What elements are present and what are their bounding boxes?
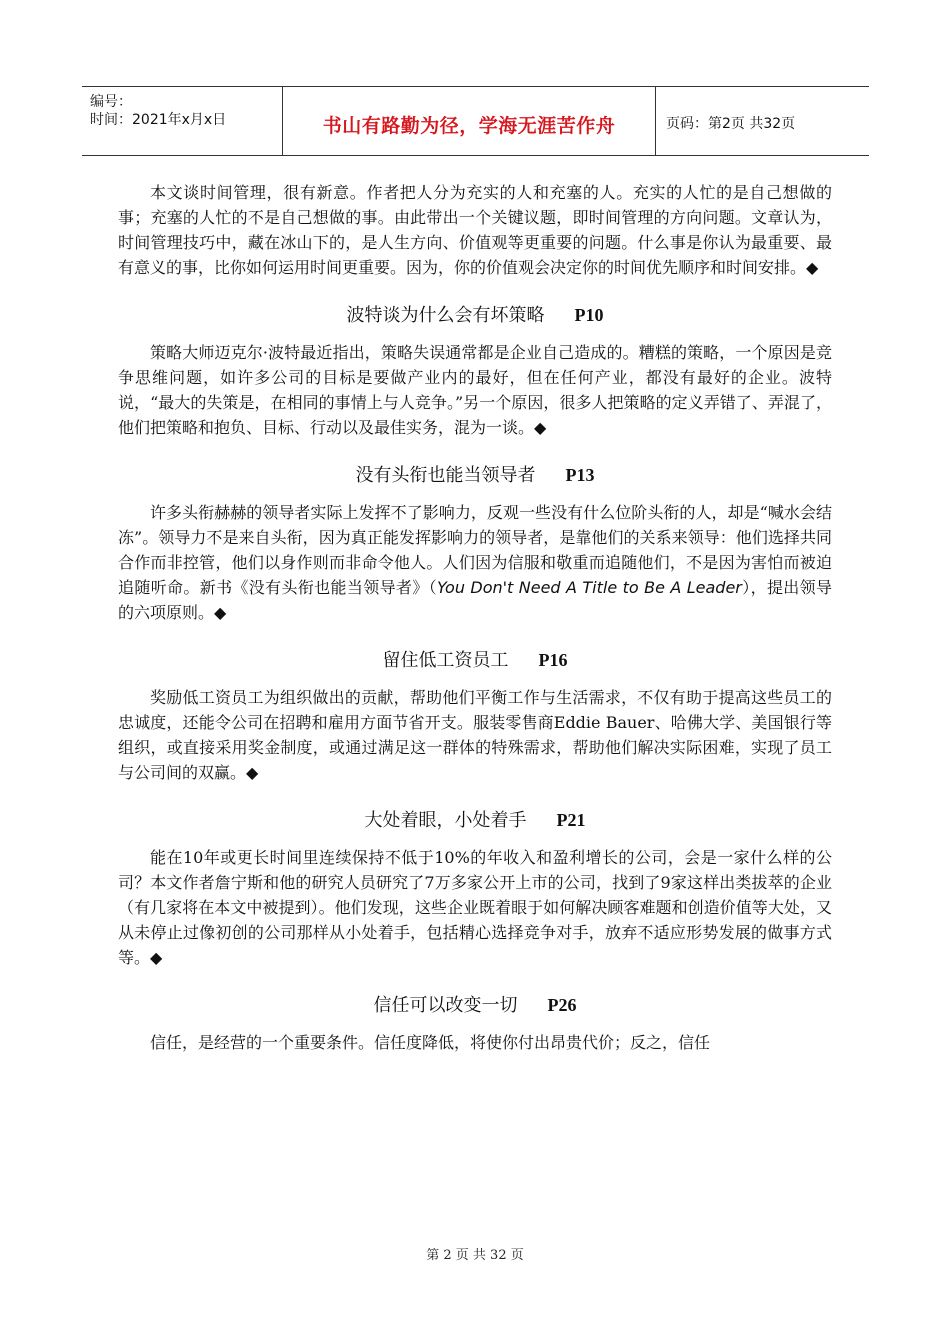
paragraph-text: ），提出领导的六项原则。◆ bbox=[118, 578, 832, 622]
header-motto-cell bbox=[283, 87, 656, 155]
section-page-ref: P16 bbox=[538, 650, 568, 670]
section-page-ref: P10 bbox=[574, 305, 604, 325]
section-paragraph: 奖励低工资员工为组织做出的贡献，帮助他们平衡工作与生活需求，不仅有助于提高这些员工的忠诚度，还能令公司在招聘和雇用方面节省开支。服装零售商Eddie Bauer、哈佛大学、美国银行等组织，或直接采用奖金制度，或通过满足这一群体的特殊需求，帮助他们解决实际困难，实现了员工与公司间的双赢。◆ bbox=[118, 688, 832, 782]
page-header bbox=[82, 86, 869, 156]
section-heading bbox=[118, 970, 832, 1030]
section-heading bbox=[118, 440, 832, 500]
section-heading bbox=[118, 625, 832, 685]
book-title-english: You Don't Need A Title to Be A Leader bbox=[437, 578, 742, 597]
section-paragraph bbox=[118, 500, 832, 625]
section-heading bbox=[118, 785, 832, 845]
section-paragraph: 能在10年或更长时间里连续保持不低于10%的年收入和盈利增长的公司，会是一家什么样的公司？本文作者詹宁斯和他的研究人员研究了7万多家公开上市的公司，找到了9家这样出类拔萃的企业（有几家将在本文中被提到）。他们发现，这些企业既着眼于如何解决顾客难题和创造价值等大处，又从未停止过像初创的公司那样从小处着手，包括精心选择竞争对手，放弃不适应形势发展的做事方式等。◆ bbox=[118, 848, 832, 967]
section-title: 大处着眼，小处着手 bbox=[364, 810, 527, 831]
document-date-label: 时间：2021年x月x日 bbox=[90, 112, 227, 128]
section-title: 留住低工资员工 bbox=[382, 650, 509, 671]
intro-paragraph: 本文谈时间管理，很有新意。作者把人分为充实的人和充塞的人。充实的人忙的是自己想做的事；充塞的人忙的不是自己想做的事。由此带出一个关键议题，即时间管理的方向问题。文章认为，时间管理技巧中，藏在冰山下的，是人生方向、价值观等更重要的问题。什么事是你认为最重要、最有意义的事，比你如何运用时间更重要。因为，你的价值观会决定你的时间优先顺序和时间安排。◆ bbox=[118, 183, 832, 277]
header-page-cell bbox=[656, 87, 869, 155]
section-title: 没有头衔也能当领导者 bbox=[355, 465, 536, 486]
section-page-ref: P13 bbox=[565, 465, 595, 485]
section-title: 信任可以改变一切 bbox=[373, 995, 518, 1016]
header-page-info: 页码：第2页 共32页 bbox=[666, 116, 796, 132]
section-page-ref: P21 bbox=[556, 810, 586, 830]
section-page-ref: P26 bbox=[547, 995, 577, 1015]
paragraph-text: 许多头衔赫赫的领导者实际上发挥不了影响力，反观一些没有什么位阶头衔的人，却是“喊水会结冻”。领导力不是来自头衔，因为真正能发挥影响力的领导者，是靠他们的关系来领导：他们选择共同合作而非控管，他们以身作则而非命令他人。人们因为信服和敬重而追随他们，不是因为害怕而被迫追随听命。新书《没有头衔也能当领导者》（ bbox=[118, 503, 832, 597]
section-paragraph: 策略大师迈克尔·波特最近指出，策略失误通常都是企业自己造成的。糟糕的策略，一个原因是竞争思维问题，如许多公司的目标是要做产业内的最好，但在任何产业，都没有最好的企业。波特说，“最大的失策是，在相同的事情上与人竞争。”另一个原因，很多人把策略的定义弄错了、弄混了，他们把策略和抱负、目标、行动以及最佳实务，混为一谈。◆ bbox=[118, 343, 832, 437]
document-body bbox=[118, 180, 832, 1055]
section-heading bbox=[118, 280, 832, 340]
header-motto: 书山有路勤为径，学海无涯苦作舟 bbox=[322, 115, 616, 137]
section-title: 波特谈为什么会有坏策略 bbox=[346, 305, 545, 326]
document-number-label: 编号： bbox=[90, 94, 132, 110]
header-meta-cell bbox=[82, 87, 283, 155]
page-footer: 第 2 页 共 32 页 bbox=[426, 1248, 524, 1263]
section-paragraph: 信任，是经营的一个重要条件。信任度降低，将使你付出昂贵代价；反之，信任 bbox=[150, 1033, 711, 1052]
